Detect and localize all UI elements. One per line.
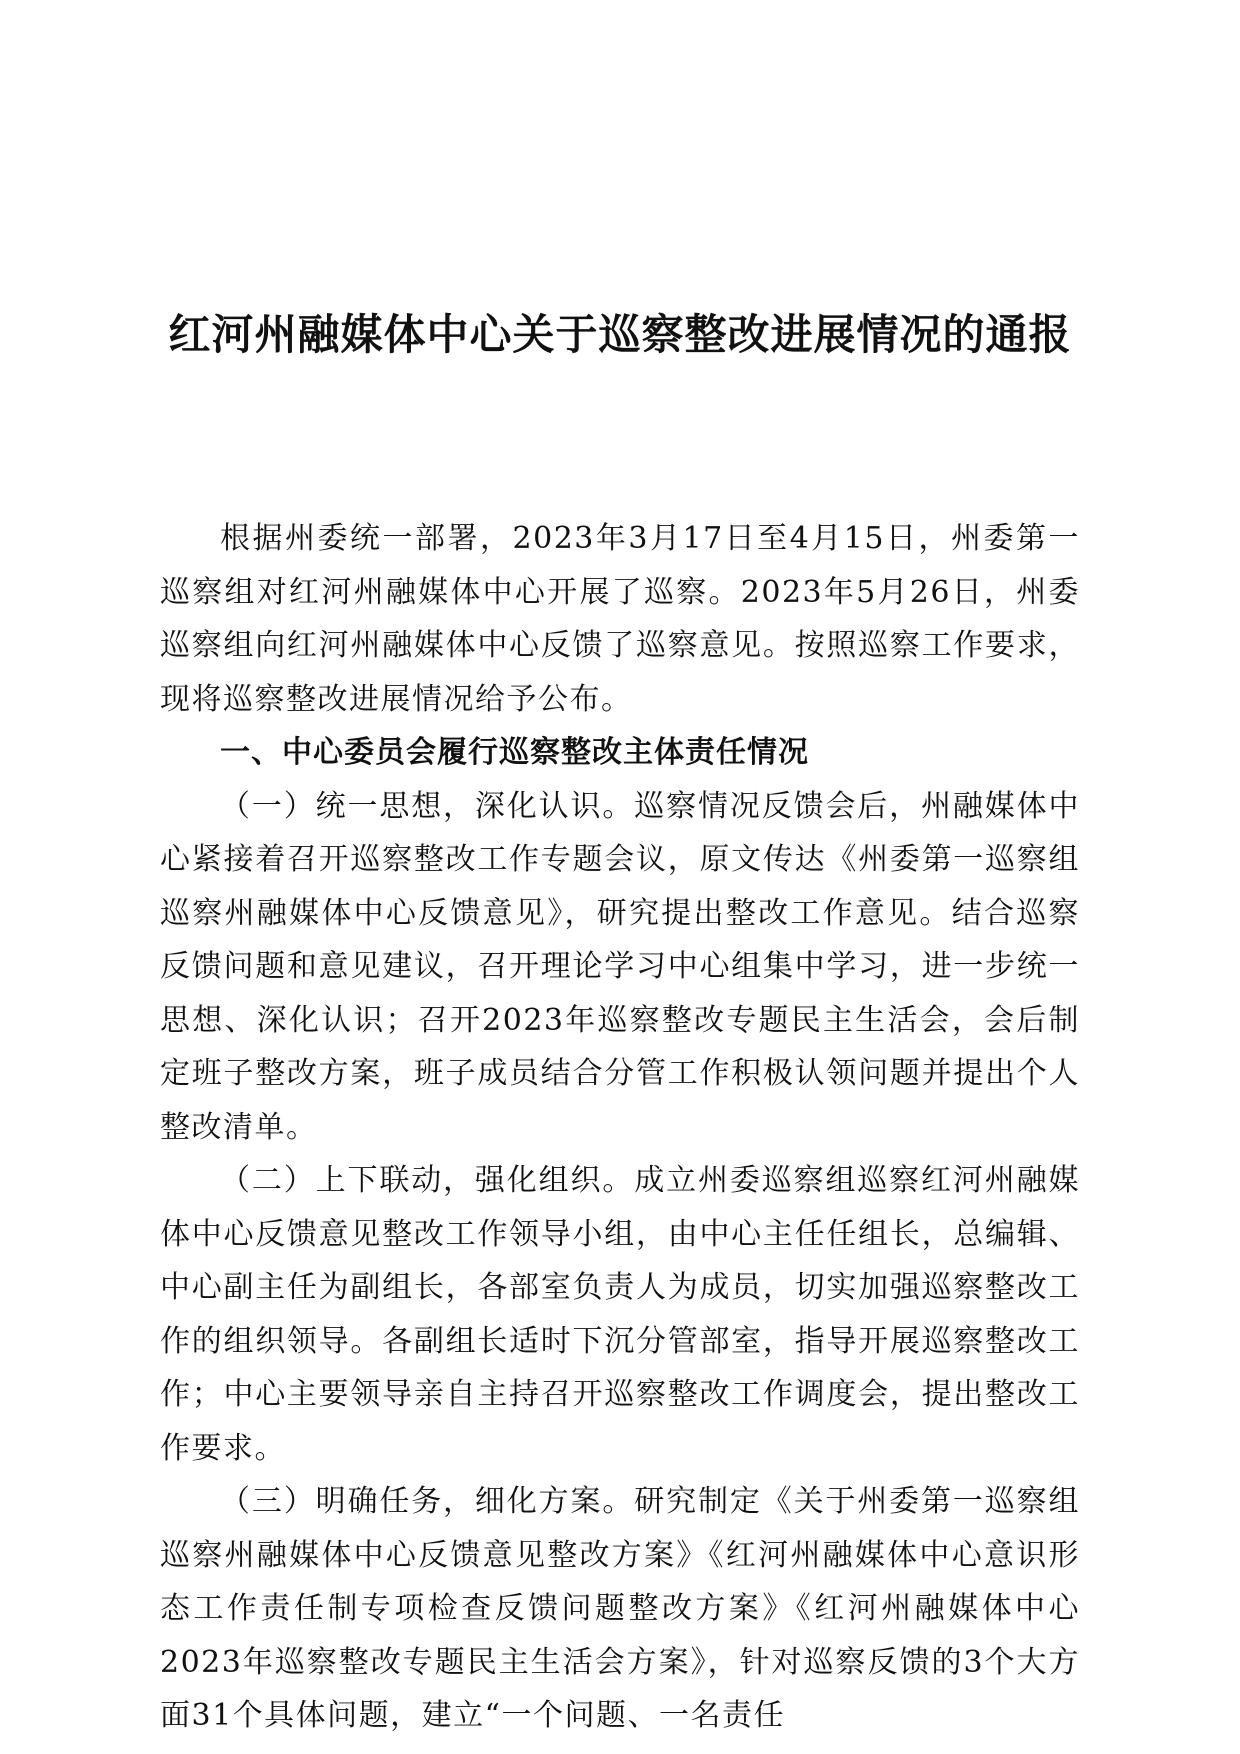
document-body: [160, 512, 1080, 1743]
paragraph-1: （一）统一思想，深化认识。巡察情况反馈会后，州融媒体中心紧接着召开巡察整改工作专题会议，原文传达《州委第一巡察组巡察州融媒体中心反馈意见》，研究提出整改工作意见。结合巡察反馈问题和意见建议，召开理论学习中心组集中学习，进一步统一思想、深化认识；召开2023年巡察整改专题民主生活会，会后制定班子整改方案，班子成员结合分管工作积极认领问题并提出个人整改清单。: [160, 788, 1080, 1145]
intro-paragraph: 根据州委统一部署，2023年3月17日至4月15日，州委第一巡察组对红河州融媒体中心开展了巡察。2023年5月26日，州委巡察组向红河州融媒体中心反馈了巡察意见。按照巡察工作要求，现将巡察整改进展情况给予公布。: [160, 521, 1080, 717]
paragraph-2: （二）上下联动，强化组织。成立州委巡察组巡察红河州融媒体中心反馈意见整改工作领导小组，由中心主任任组长，总编辑、中心副主任为副组长，各部室负责人为成员，切实加强巡察整改工作的组织领导。各副组长适时下沉分管部室，指导开展巡察整改工作；中心主要领导亲自主持召开巡察整改工作调度会，提出整改工作要求。: [160, 1163, 1080, 1466]
document-title: 红河州融媒体中心关于巡察整改进展情况的通报: [168, 310, 1072, 359]
section-heading: 一、中心委员会履行巡察整改主体责任情况: [220, 735, 809, 770]
paragraph-3: （三）明确任务，细化方案。研究制定《关于州委第一巡察组巡察州融媒体中心反馈意见整改方案》《红河州融媒体中心意识形态工作责任制专项检查反馈问题整改方案》《红河州融媒体中心2023年巡察整改专题民主生活会方案》，针对巡察反馈的3个大方面31个具体问题，建立“一个问题、一名责任: [160, 1484, 1080, 1733]
